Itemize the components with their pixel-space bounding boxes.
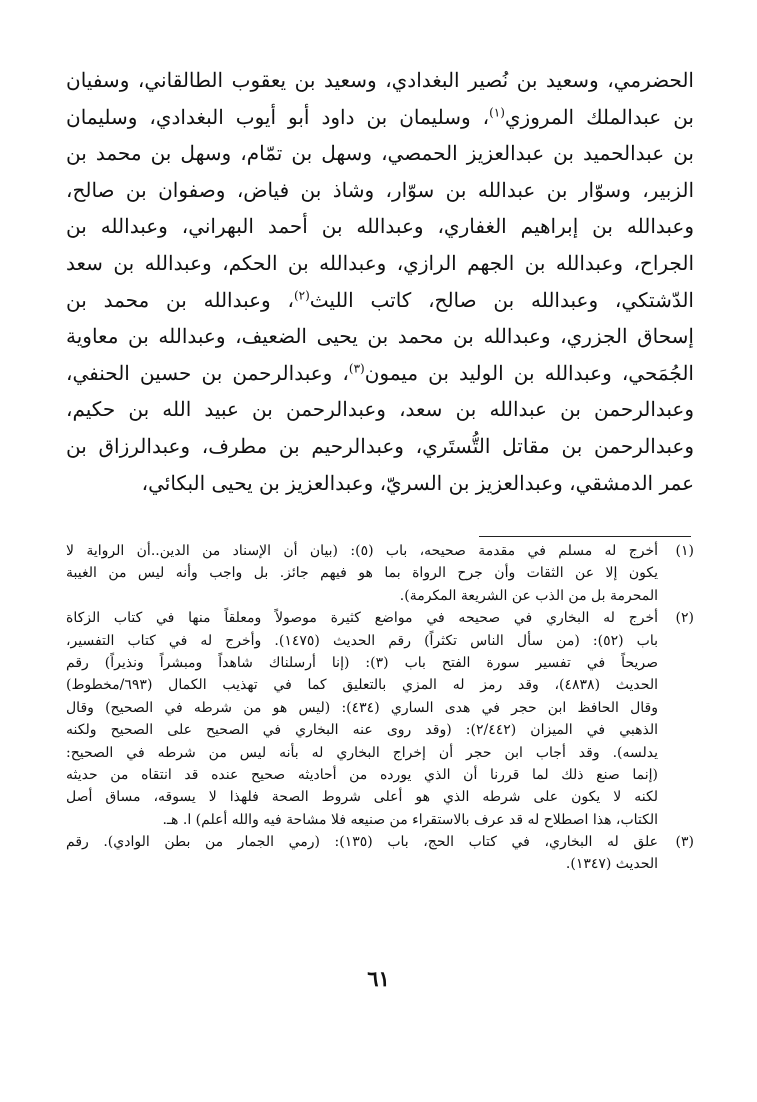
footnote-line: يكون إلا عن الثقات وأن جرح الرواة بما هو فيهم جائز. بل واجب وأنه ليس من الغيبة	[66, 565, 658, 582]
footnote-1	[66, 540, 694, 607]
footnote-line: الذهبي في الميزان (٢/٤٤٢): (وقد روى عنه البخاري في الصحيح على الصحيح ولكنه	[66, 722, 658, 739]
main-line: وعبدالرحمن بن مقاتل التُّستَري، وعبدالرحيم بن مطرف، وعبدالرزاق بن	[66, 433, 694, 458]
footnote-line: أخرج له مسلم في مقدمة صحيحه، باب (٥): (بيان أن الإسناد من الدين..أن الرواية لا	[66, 543, 658, 559]
footnote-line: الكتاب، هذا اصطلاح له قد عرف بالاستقراء من صنيعه فلا مشاحة فيه والله أعلم) ا. هـ.	[162, 811, 658, 828]
main-line: عمر الدمشقي، وعبدالعزيز بن السريّ، وعبدالعزيز بن يحيى البكائي،	[141, 470, 694, 495]
footnotes	[66, 540, 694, 876]
footnote-ref-1[interactable]: (١)	[489, 104, 505, 119]
main-text-body	[66, 62, 694, 501]
main-line: إسحاق الجزري، وعبدالله بن محمد بن يحيى الضعيف، وعبدالله بن معاوية	[66, 324, 694, 349]
footnote-line: لكنه لا يكون على شرطه الذي هو أعلى شروط الصحة فلهذا لا يسوقه، مساق أصل	[66, 789, 658, 806]
main-line: بن عبدالحميد بن عبدالعزيز الحمصي، وسهل بن تمّام، وسهل بن محمد بن	[66, 141, 694, 166]
footnote-2	[66, 607, 694, 831]
footnote-line: صريحاً في تفسير سورة الفتح باب (٣): (إنا أرسلناك شاهداً ومبشراً ونذيراً) رقم	[66, 654, 658, 671]
footnote-3	[66, 831, 694, 876]
footnote-line: باب (٥٢): (من سأل الناس تكثراً) رقم الحديث (١٤٧٥). وأخرج له في كتاب التفسير،	[66, 632, 658, 649]
footnote-line: الحديث (٤٨٣٨)، وقد رمز له المزي بالتعليق كما في تهذيب الكمال (٦٩٣/مخطوط)	[66, 677, 658, 694]
main-line: بن عبدالملك المروزي$^{(١)}$، وسليمان بن داود أبو أيوب البغدادي، وسليمان	[66, 104, 695, 129]
footnote-separator	[479, 536, 691, 537]
main-line: الجُمَحي، وعبدالله بن الوليد بن ميمون$^{(٣)}$، وعبدالرحمن بن حسين الحنفي،	[66, 360, 694, 385]
footnote-ref-2[interactable]: (٢)	[293, 287, 310, 302]
footnote-number: (٢)	[675, 610, 694, 627]
footnote-line: أخرج له البخاري في صحيحه في مواضع كثيرة موصولاً ومعلقاً منها في كتاب الزكاة	[66, 610, 658, 627]
footnote-number: (٣)	[675, 834, 694, 851]
footnote-line: يدلسه). وقد أجاب ابن حجر أن إخراج البخاري له بأنه ليس من شرطه في الصحيح:	[66, 744, 658, 761]
footnote-line: وقال الحافظ ابن حجر في هدى الساري (٤٣٤): (ليس هو من شرطه في الصحيح) وقال	[66, 699, 658, 716]
footnote-line: (إنما صنع ذلك لما قررنا أن الذي يورده من أحاديثه صحيح عنده قد انتقاه من حديثه	[66, 766, 658, 783]
footnote-line: المحرمة بل من الذب عن الشريعة المكرمة).	[399, 587, 658, 604]
main-line: الجراح، وعبدالله بن الجهم الرازي، وعبدالله بن الحكم، وعبدالله بن سعد	[66, 250, 694, 275]
footnote-number: (١)	[675, 543, 694, 559]
footnote-line: الحديث (١٣٤٧).	[565, 856, 658, 873]
page-number: ٦١	[367, 966, 390, 991]
main-line: الدّشتكي، وعبدالله بن صالح، كاتب الليث$^{(٢)}$، وعبدالله بن محمد بن	[66, 287, 694, 312]
footnote-line: علق له البخاري، في كتاب الحج، باب (١٣٥): (رمي الجمار من بطن الوادي). رقم	[66, 834, 658, 851]
main-line: الحضرمي، وسعيد بن نُصير البغدادي، وسعيد بن يعقوب الطالقاني، وسفيان	[66, 68, 694, 92]
main-line: وعبدالرحمن بن عبدالله بن سعد، وعبدالرحمن بن عبيد الله بن حكيم،	[66, 397, 694, 422]
main-line: وعبدالله بن إبراهيم الغفاري، وعبدالله بن أحمد البهراني، وعبدالله بن	[66, 214, 694, 239]
main-line: الزبير، وسوّار بن عبدالله بن سوّار، وشاذ بن فياض، وصفوان بن صالح،	[66, 177, 694, 202]
footnote-ref-3[interactable]: (٣)	[348, 361, 365, 376]
